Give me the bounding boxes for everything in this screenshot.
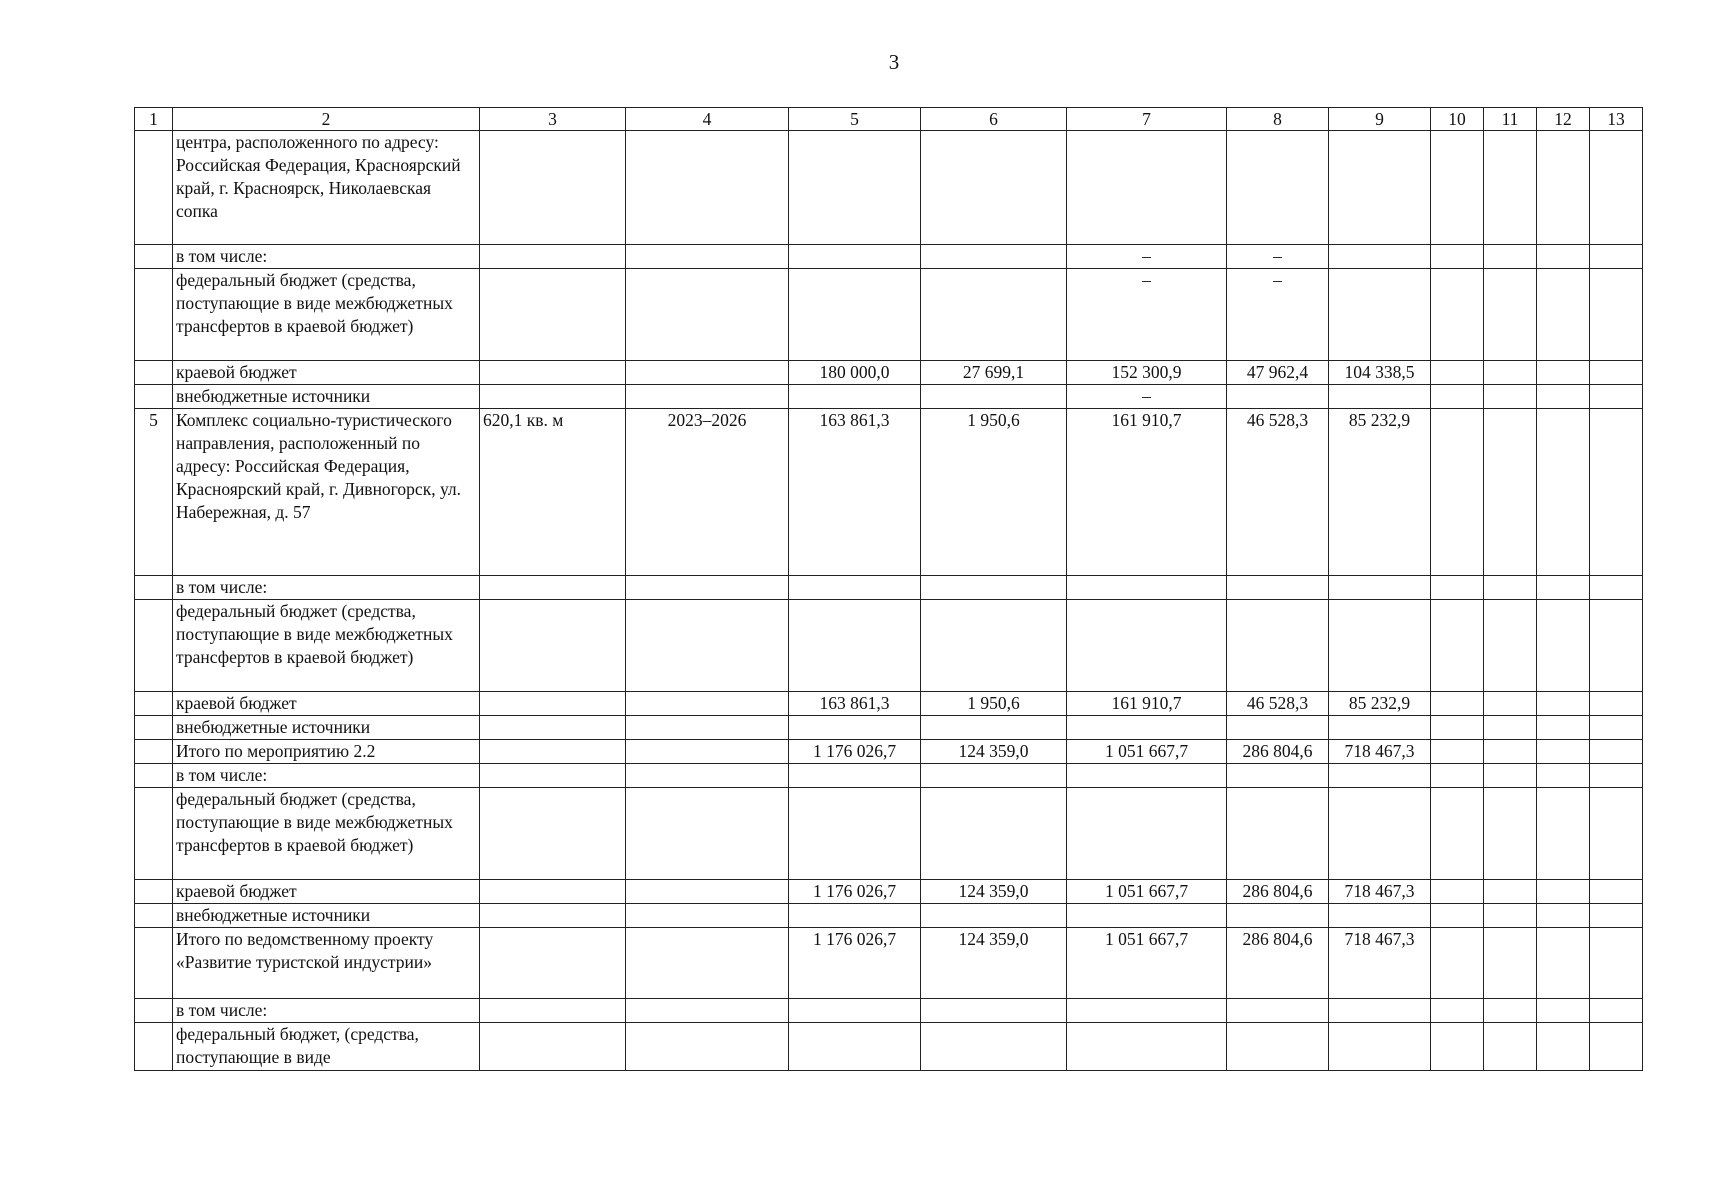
column-number: 2 xyxy=(173,108,480,131)
table-cell xyxy=(921,576,1067,600)
table-cell xyxy=(480,928,626,999)
table-cell xyxy=(480,716,626,740)
table-cell xyxy=(1484,740,1537,764)
table-cell xyxy=(1590,131,1643,245)
table-cell xyxy=(1431,999,1484,1023)
table-cell xyxy=(1227,904,1329,928)
row-label-cell: внебюджетные источники xyxy=(173,904,480,928)
table-cell xyxy=(921,788,1067,880)
table-cell xyxy=(480,385,626,409)
table-cell xyxy=(1537,576,1590,600)
table-cell xyxy=(135,999,173,1023)
table-cell xyxy=(1329,385,1431,409)
table-cell xyxy=(626,764,789,788)
table-cell xyxy=(135,928,173,999)
table-cell xyxy=(135,788,173,880)
table-cell xyxy=(480,880,626,904)
table-cell: 27 699,1 xyxy=(921,361,1067,385)
table-cell xyxy=(1329,245,1431,269)
table-cell xyxy=(626,740,789,764)
table-row xyxy=(135,131,1643,245)
column-number: 9 xyxy=(1329,108,1431,131)
table-cell xyxy=(1431,928,1484,999)
table-row xyxy=(135,928,1643,999)
column-number: 5 xyxy=(789,108,921,131)
table-cell xyxy=(1537,904,1590,928)
table-cell xyxy=(1431,385,1484,409)
column-number: 12 xyxy=(1537,108,1590,131)
table-cell: 718 467,3 xyxy=(1329,740,1431,764)
table-cell xyxy=(1537,361,1590,385)
table-cell xyxy=(1537,1023,1590,1071)
table-cell xyxy=(1590,1023,1643,1071)
table-cell: 124 359,0 xyxy=(921,880,1067,904)
table-cell xyxy=(1590,409,1643,576)
table-cell xyxy=(480,576,626,600)
table-cell xyxy=(921,385,1067,409)
table-cell: 180 000,0 xyxy=(789,361,921,385)
table-cell xyxy=(1484,131,1537,245)
table-cell xyxy=(1067,716,1227,740)
table-cell xyxy=(1484,880,1537,904)
table-row xyxy=(135,999,1643,1023)
table-cell xyxy=(921,269,1067,361)
table-cell xyxy=(1431,361,1484,385)
row-label-cell: в том числе: xyxy=(173,576,480,600)
row-label-cell: федеральный бюджет (средства, поступающие в виде межбюджетных трансфертов в краевой бюджет) xyxy=(173,269,480,361)
table-cell: 1 051 667,7 xyxy=(1067,740,1227,764)
table-cell xyxy=(135,880,173,904)
table-cell xyxy=(1227,576,1329,600)
table-cell xyxy=(1537,788,1590,880)
table-cell xyxy=(1431,600,1484,692)
table-cell: 1 950,6 xyxy=(921,409,1067,576)
table-cell: 85 232,9 xyxy=(1329,409,1431,576)
table-cell xyxy=(626,788,789,880)
table-cell xyxy=(1537,409,1590,576)
table-row xyxy=(135,409,1643,576)
table-cell xyxy=(135,385,173,409)
table-row xyxy=(135,361,1643,385)
table-cell xyxy=(1484,788,1537,880)
table-cell xyxy=(1484,692,1537,716)
table-cell: – xyxy=(1067,245,1227,269)
table-cell xyxy=(1431,716,1484,740)
table-cell xyxy=(626,1023,789,1071)
table-cell xyxy=(626,131,789,245)
table-cell xyxy=(626,880,789,904)
table-cell xyxy=(789,764,921,788)
table-cell xyxy=(1227,999,1329,1023)
table-cell xyxy=(921,131,1067,245)
table-cell xyxy=(1537,880,1590,904)
table-cell xyxy=(1329,999,1431,1023)
table-row xyxy=(135,904,1643,928)
table-cell xyxy=(1431,904,1484,928)
table-cell xyxy=(1329,269,1431,361)
table-cell: 47 962,4 xyxy=(1227,361,1329,385)
table-cell xyxy=(626,269,789,361)
table-cell xyxy=(626,600,789,692)
table-row xyxy=(135,740,1643,764)
table-cell: 163 861,3 xyxy=(789,409,921,576)
table-cell xyxy=(789,600,921,692)
row-label-cell: краевой бюджет xyxy=(173,880,480,904)
table-cell xyxy=(1590,576,1643,600)
table-cell xyxy=(1590,999,1643,1023)
table-cell xyxy=(135,361,173,385)
column-number: 10 xyxy=(1431,108,1484,131)
page-number: 3 xyxy=(888,50,900,74)
table-cell xyxy=(626,245,789,269)
table-cell: 152 300,9 xyxy=(1067,361,1227,385)
table-cell xyxy=(480,131,626,245)
table-cell xyxy=(135,716,173,740)
table-cell: 286 804,6 xyxy=(1227,740,1329,764)
table-cell xyxy=(1431,576,1484,600)
table-cell xyxy=(480,904,626,928)
row-label-cell: федеральный бюджет (средства, поступающие в виде межбюджетных трансфертов в краевой бюджет) xyxy=(173,788,480,880)
table-row xyxy=(135,576,1643,600)
table-cell xyxy=(1067,788,1227,880)
row-label-cell: внебюджетные источники xyxy=(173,385,480,409)
table-cell: – xyxy=(1067,269,1227,361)
row-label-cell: Итого по мероприятию 2.2 xyxy=(173,740,480,764)
table-cell xyxy=(1431,788,1484,880)
table-cell xyxy=(480,600,626,692)
table-cell xyxy=(1484,361,1537,385)
table-cell xyxy=(1484,716,1537,740)
table-cell: 1 176 026,7 xyxy=(789,928,921,999)
table-cell xyxy=(1537,385,1590,409)
table-cell xyxy=(1329,131,1431,245)
row-label-cell: краевой бюджет xyxy=(173,361,480,385)
table-cell xyxy=(1590,716,1643,740)
row-label-cell: в том числе: xyxy=(173,245,480,269)
table-cell xyxy=(1484,600,1537,692)
table-cell: 5 xyxy=(135,409,173,576)
table-cell xyxy=(921,716,1067,740)
table-cell xyxy=(1067,600,1227,692)
table-cell xyxy=(1431,269,1484,361)
table-cell xyxy=(789,385,921,409)
table-cell xyxy=(1537,999,1590,1023)
table-cell xyxy=(1590,600,1643,692)
column-number: 11 xyxy=(1484,108,1537,131)
table-cell xyxy=(135,269,173,361)
table-cell xyxy=(789,788,921,880)
table-cell xyxy=(1484,576,1537,600)
table-cell: 124 359,0 xyxy=(921,928,1067,999)
table-cell xyxy=(135,600,173,692)
table-row xyxy=(135,788,1643,880)
table-cell xyxy=(921,1023,1067,1071)
table-cell xyxy=(1329,764,1431,788)
table-cell xyxy=(1329,716,1431,740)
table-cell xyxy=(921,600,1067,692)
table-cell: 718 467,3 xyxy=(1329,880,1431,904)
table-cell xyxy=(135,904,173,928)
table-cell xyxy=(1484,1023,1537,1071)
table-cell xyxy=(789,269,921,361)
table-cell xyxy=(789,245,921,269)
table-cell xyxy=(1537,131,1590,245)
table-cell xyxy=(1484,245,1537,269)
table-cell xyxy=(1484,269,1537,361)
table-cell xyxy=(480,788,626,880)
table-cell xyxy=(135,1023,173,1071)
table-row xyxy=(135,716,1643,740)
table-cell xyxy=(1431,1023,1484,1071)
table-cell xyxy=(480,692,626,716)
table-cell xyxy=(1537,928,1590,999)
table-cell xyxy=(921,904,1067,928)
table-cell xyxy=(1590,740,1643,764)
table-row xyxy=(135,880,1643,904)
table-cell xyxy=(626,928,789,999)
table-cell: 46 528,3 xyxy=(1227,409,1329,576)
table-cell xyxy=(1537,740,1590,764)
table-cell xyxy=(1590,904,1643,928)
table-cell xyxy=(789,716,921,740)
table-cell: – xyxy=(1067,385,1227,409)
table-cell xyxy=(626,361,789,385)
table-cell xyxy=(1590,361,1643,385)
table-cell: 1 051 667,7 xyxy=(1067,928,1227,999)
table-cell xyxy=(789,999,921,1023)
table-cell xyxy=(1590,385,1643,409)
table-cell: 104 338,5 xyxy=(1329,361,1431,385)
table-row xyxy=(135,764,1643,788)
column-number: 13 xyxy=(1590,108,1643,131)
table-cell: 1 950,6 xyxy=(921,692,1067,716)
table-row xyxy=(135,269,1643,361)
table-cell xyxy=(626,904,789,928)
table-cell xyxy=(1431,764,1484,788)
table-cell xyxy=(1067,999,1227,1023)
table-cell: 46 528,3 xyxy=(1227,692,1329,716)
table-cell: – xyxy=(1227,245,1329,269)
table-cell xyxy=(1537,245,1590,269)
table-cell xyxy=(1537,600,1590,692)
table-cell xyxy=(480,1023,626,1071)
table-cell: 286 804,6 xyxy=(1227,880,1329,904)
table-cell: 1 176 026,7 xyxy=(789,880,921,904)
table-cell xyxy=(921,245,1067,269)
table-cell xyxy=(135,576,173,600)
table-cell xyxy=(135,740,173,764)
table-cell xyxy=(1067,904,1227,928)
table-cell xyxy=(1590,269,1643,361)
table-row xyxy=(135,385,1643,409)
table-cell xyxy=(789,131,921,245)
table-cell xyxy=(1484,904,1537,928)
table-cell xyxy=(135,692,173,716)
table-cell xyxy=(1484,999,1537,1023)
row-label-cell: краевой бюджет xyxy=(173,692,480,716)
table-row xyxy=(135,600,1643,692)
table-cell xyxy=(1431,692,1484,716)
table-cell xyxy=(1329,904,1431,928)
table-cell xyxy=(1590,928,1643,999)
row-label-cell: Комплекс социально-туристического направления, расположенный по адресу: Российская Федерация, Красноярский край, г. Дивногорск, ул. Набережная, д. 57 xyxy=(173,409,480,576)
table-cell xyxy=(789,904,921,928)
table-cell xyxy=(1431,245,1484,269)
table-cell xyxy=(1431,131,1484,245)
table-cell xyxy=(1227,600,1329,692)
table-cell xyxy=(1484,928,1537,999)
row-label-cell: в том числе: xyxy=(173,999,480,1023)
table-cell xyxy=(1329,576,1431,600)
column-number: 1 xyxy=(135,108,173,131)
table-cell xyxy=(1227,131,1329,245)
table-cell xyxy=(1590,880,1643,904)
table-cell: 85 232,9 xyxy=(1329,692,1431,716)
table-cell xyxy=(135,764,173,788)
table-cell xyxy=(480,764,626,788)
table-cell xyxy=(1227,788,1329,880)
table-cell xyxy=(626,999,789,1023)
table-cell xyxy=(1227,385,1329,409)
table-cell: 1 176 026,7 xyxy=(789,740,921,764)
table-cell: 161 910,7 xyxy=(1067,692,1227,716)
table-cell xyxy=(1067,576,1227,600)
table-cell: 286 804,6 xyxy=(1227,928,1329,999)
table-cell xyxy=(1067,131,1227,245)
table-row xyxy=(135,1023,1643,1071)
table-cell xyxy=(1067,1023,1227,1071)
table-cell xyxy=(480,269,626,361)
table-cell xyxy=(921,764,1067,788)
table-cell xyxy=(480,245,626,269)
table-cell xyxy=(1431,880,1484,904)
table-row xyxy=(135,245,1643,269)
table-cell: 718 467,3 xyxy=(1329,928,1431,999)
table-cell xyxy=(1537,764,1590,788)
table-cell xyxy=(135,131,173,245)
table-cell: 620,1 кв. м xyxy=(480,409,626,576)
row-label-cell: в том числе: xyxy=(173,764,480,788)
column-number-row xyxy=(135,108,1643,131)
table-cell xyxy=(1484,764,1537,788)
table-cell xyxy=(1590,692,1643,716)
table-cell: 124 359,0 xyxy=(921,740,1067,764)
table-cell xyxy=(1537,716,1590,740)
column-number: 4 xyxy=(626,108,789,131)
column-number: 3 xyxy=(480,108,626,131)
table-cell xyxy=(921,999,1067,1023)
table-cell xyxy=(789,1023,921,1071)
table-cell: – xyxy=(1227,269,1329,361)
table-cell: 2023–2026 xyxy=(626,409,789,576)
table-cell xyxy=(1484,409,1537,576)
table-cell xyxy=(1431,409,1484,576)
table-cell xyxy=(480,361,626,385)
table-cell xyxy=(1227,1023,1329,1071)
table-cell xyxy=(1537,692,1590,716)
table-cell xyxy=(1329,788,1431,880)
table-cell xyxy=(1227,764,1329,788)
table-cell xyxy=(1431,740,1484,764)
column-number: 6 xyxy=(921,108,1067,131)
table-cell xyxy=(626,385,789,409)
table-cell xyxy=(626,576,789,600)
table-cell xyxy=(626,692,789,716)
table-cell xyxy=(1537,269,1590,361)
table-cell xyxy=(480,740,626,764)
table-cell xyxy=(1590,245,1643,269)
row-label-cell: центра, расположенного по адресу: Российская Федерация, Красноярский край, г. Красноярск, Николаевская сопка xyxy=(173,131,480,245)
table-cell xyxy=(135,245,173,269)
table-cell xyxy=(1329,1023,1431,1071)
table-cell: 163 861,3 xyxy=(789,692,921,716)
table-cell xyxy=(1484,385,1537,409)
column-number: 8 xyxy=(1227,108,1329,131)
table-cell xyxy=(480,999,626,1023)
table-row xyxy=(135,692,1643,716)
row-label-cell: внебюджетные источники xyxy=(173,716,480,740)
budget-table xyxy=(134,107,1643,1071)
table-cell: 161 910,7 xyxy=(1067,409,1227,576)
column-number: 7 xyxy=(1067,108,1227,131)
table-cell: 1 051 667,7 xyxy=(1067,880,1227,904)
table-cell xyxy=(1227,716,1329,740)
table-cell xyxy=(789,576,921,600)
table-cell xyxy=(626,716,789,740)
table-cell xyxy=(1590,788,1643,880)
table-cell xyxy=(1590,764,1643,788)
table-cell xyxy=(1067,764,1227,788)
row-label-cell: федеральный бюджет, (средства, поступающие в виде xyxy=(173,1023,480,1071)
table-cell xyxy=(1329,600,1431,692)
row-label-cell: Итого по ведомственному проекту «Развитие туристской индустрии» xyxy=(173,928,480,999)
row-label-cell: федеральный бюджет (средства, поступающие в виде межбюджетных трансфертов в краевой бюджет) xyxy=(173,600,480,692)
